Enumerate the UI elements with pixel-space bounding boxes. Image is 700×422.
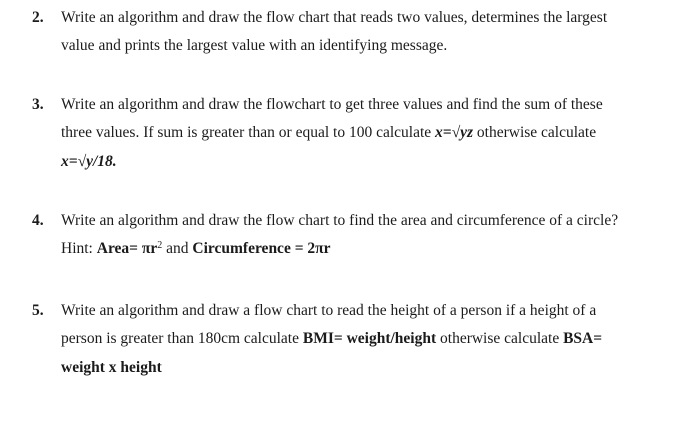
area-formula: πr [138,240,158,257]
text-span: three values. If sum is greater than or equal to 100 calculate [61,124,436,141]
question-text-line: Write an algorithm and draw the flowchart to get three values and find the sum of these [61,96,603,113]
question-text-line [61,330,602,348]
question-number: 5. [32,302,44,319]
hint-label: Hint: [61,240,97,257]
question-number: 4. [32,212,44,229]
question-text-line: value and prints the largest value with an identifying message. [61,37,448,54]
text-span: otherwise calculate [436,330,564,347]
bsa-formula-text: weight x height [61,359,162,376]
bsa-label: BSA= [563,330,603,347]
question-text-line: Write an algorithm and draw the flow chart that reads two values, determines the largest [61,9,608,26]
formula-sqrt-yz: x=√yz [435,124,474,141]
circumference-formula: = 2πr [290,240,331,257]
circumference-label: Circumference [192,240,291,257]
question-text-line: Write an algorithm and draw the flow chart to find the area and circumference of a circle? [61,212,619,229]
question-number: 3. [32,96,44,113]
hint-line [61,240,331,258]
text-span: otherwise calculate [473,124,597,141]
area-label: Area= [96,240,139,257]
question-text-line [61,124,596,142]
question-text-line: Write an algorithm and draw a flow chart to read the height of a person if a height of a [61,302,597,319]
question-number: 2. [32,9,44,26]
formula-sqrt-y-over-18: x=√y/18. [61,153,117,170]
text-span: person is greater than 180cm calculate [61,330,303,347]
text-span: and [162,240,193,257]
bmi-formula: BMI= weight/height [302,330,437,347]
area-exponent: 2 [157,240,163,251]
bsa-formula [61,359,162,377]
